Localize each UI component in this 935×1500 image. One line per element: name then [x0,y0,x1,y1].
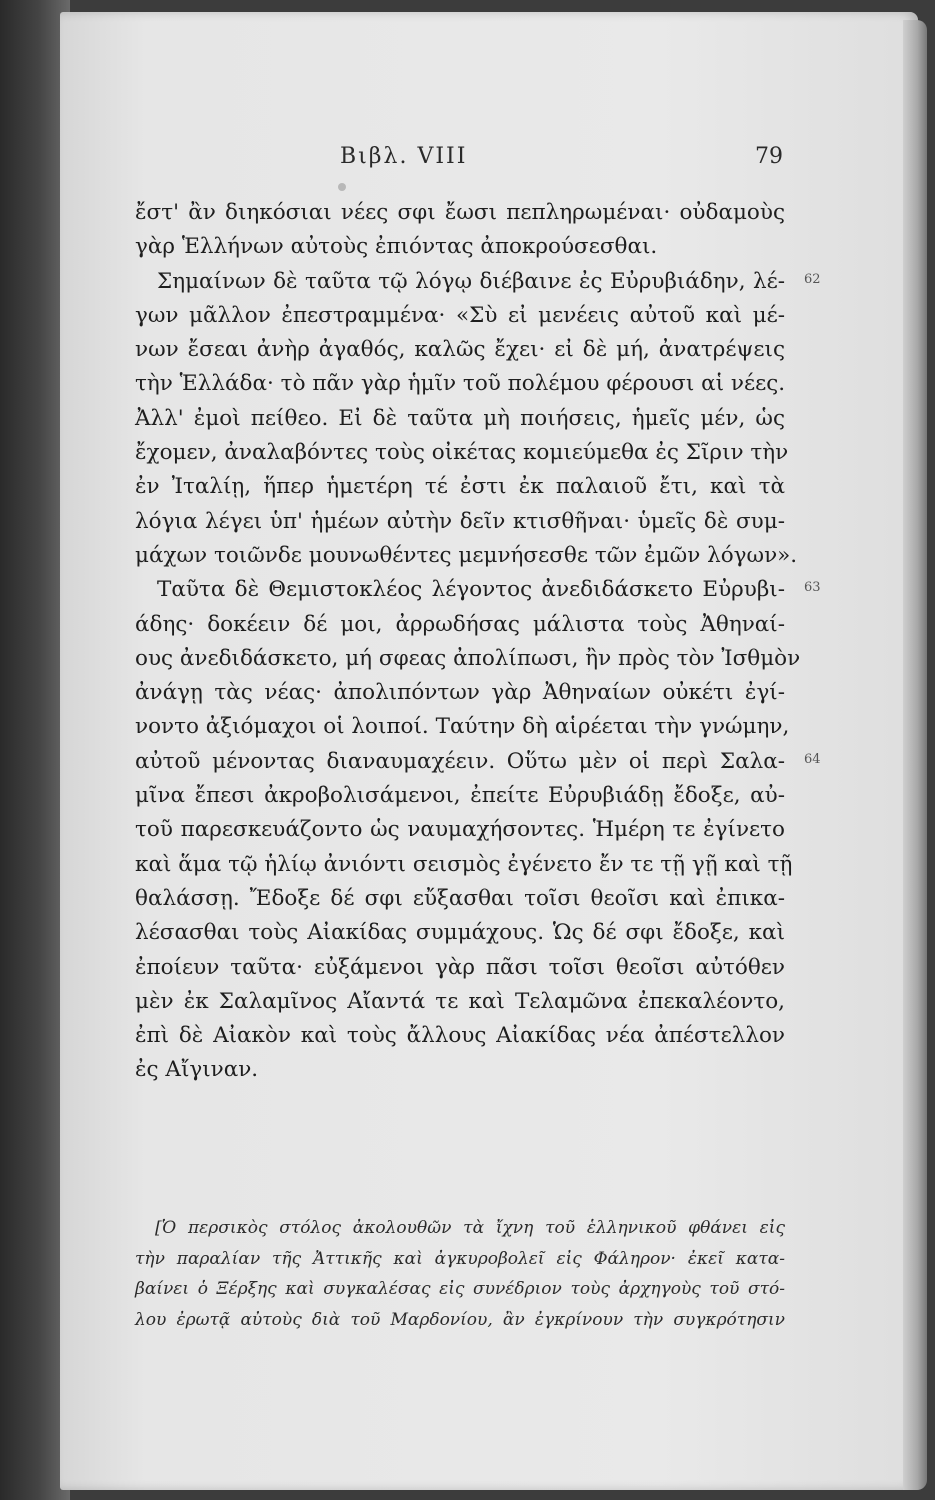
chapter-summary [135,1213,785,1335]
text-line [135,1019,785,1053]
body-text [135,196,821,1088]
text-line [135,299,785,333]
text-line [135,951,785,985]
text-line-content: νοντο ἀξιόμαχοι οἱ λοιποί. Ταύτην δὴ αἱρέεται τὴν γνώμην, [135,714,790,740]
text-line [135,745,821,779]
text-line [135,367,785,401]
text-line-content: ἔχομεν, ἀναλαβόντες τοὺς οἰκέτας κομιεύμεθα ἐς Σῖριν τὴν [135,440,789,466]
text-line-content: αὐτοῦ μένοντας διαναυμαχέειν. Οὕτω μὲν οἱ περὶ Σαλα- [135,748,785,774]
text-line-content: ους ἀνεδιδάσκετο, μή σφεας ἀπολίπωσι, ἢν πρὸς τὸν Ἰσθμὸν [135,645,801,671]
text-line [135,539,798,573]
text-line-content: λόγια λέγει ὑπ' ἡμέων αὐτὴν δεῖν κτισθῆναι· ὑμεῖς δὲ συμ- [135,508,785,534]
text-line [135,470,785,504]
text-line [135,505,785,539]
text-line [135,230,785,264]
text-line-content: νων ἔσεαι ἀνὴρ ἀγαθός, καλῶς ἔχει· εἰ δὲ μή, ἀνατρέψεις [135,337,785,363]
summary-line: τὴν παραλίαν τῆς Ἀττικῆς καὶ ἀγκυροβολεῖ εἰς Φάληρον· ἐκεῖ κατα- [135,1248,785,1269]
text-line [135,608,785,642]
text-line-content: μῖνα ἔπεσι ἀκροβολισάμενοι, ἐπείτε Εὐρυβιάδῃ ἔδοξε, αὐ- [135,783,785,809]
text-line-content: άδης· δοκέειν δέ μοι, ἀρρωδήσας μάλιστα τοὺς Ἀθηναί- [135,611,785,637]
text-line-content: καὶ ἅμα τῷ ἡλίῳ ἀνιόντι σεισμὸς ἐγένετο ἔν τε τῇ γῇ καὶ τῇ [135,851,793,877]
text-line [135,436,789,470]
text-line-content: ἐποίευν ταῦτα· εὐξάμενοι γὰρ πᾶσι τοῖσι θεοῖσι αὐτόθεν [135,954,785,980]
summary-line: βαίνει ὁ Ξέρξης καὶ συγκαλέσας εἰς συνέδριον τοὺς ἀρχηγοὺς τοῦ στό- [135,1279,785,1299]
text-line-content: θαλάσσῃ. Ἔδοξε δέ σφι εὔξασθαι τοῖσι θεοῖσι καὶ ἐπικα- [135,885,785,911]
text-line-content: μάχων τοιῶνδε μουνωθέντες μεμνήσεσθε τῶν ἐμῶν λόγων». [135,542,798,568]
text-line-content: τὴν Ἑλλάδα· τὸ πᾶν γὰρ ἡμῖν τοῦ πολέμου φέρουσι αἱ νέες. [135,371,786,397]
text-line-content: Σημαίνων δὲ ταῦτα τῷ λόγῳ διέβαινε ἐς Εὐρυβιάδην, λέ- [157,268,785,294]
text-line [135,402,785,436]
text-line-content: Ταῦτα δὲ Θεμιστοκλέος λέγοντος ἀνεδιδάσκετο Εὐρυβι- [157,577,785,603]
text-line [135,573,821,607]
text-line-content: ἐν Ἰταλίῃ, ἥπερ ἡμετέρη τέ ἐστι ἐκ παλαιοῦ ἔτι, καὶ τὰ [135,474,785,500]
text-line [135,882,785,916]
text-line [135,265,821,299]
text-line-content: ἐς Αἴγιναν. [135,1057,259,1083]
margin-chapter-number: 64 [804,751,821,767]
text-line [135,916,785,950]
page-edge [903,20,927,1490]
text-line [135,642,801,676]
page-header [0,144,935,174]
text-line [135,196,785,230]
page-number: 79 [755,144,783,169]
text-line [135,848,793,882]
text-line-content: γὰρ Ἑλλήνων αὐτοὺς ἐπιόντας ἀποκρούσεσθαι. [135,234,658,260]
margin-chapter-number: 62 [804,271,821,287]
summary-line: [Ὁ περσικὸς στόλος ἀκολουθῶν τὰ ἴχνη τοῦ ἑλληνικοῦ φθάνει εἰς [155,1218,785,1238]
text-line [135,710,790,744]
text-line-content: Ἀλλ' ἐμοὶ πείθεο. Εἰ δὲ ταῦτα μὴ ποιήσεις, ἡμεῖς μέν, ὡς [135,405,785,431]
text-line-content: ἔστ' ἂν διηκόσιαι νέες σφι ἔωσι πεπληρωμέναι· οὐδαμοὺς [135,200,785,225]
text-line [135,1053,785,1087]
text-line [135,813,785,847]
text-line-content: ἀνάγῃ τὰς νέας· ἀπολιπόντων γὰρ Ἀθηναίων οὐκέτι ἐγί- [135,680,785,706]
summary-line: λου ἐρωτᾷ αὐτοὺς διὰ τοῦ Μαρδονίου, ἂν ἐγκρίνουν τὴν συγκρότησιν [135,1309,785,1330]
text-line [135,779,785,813]
text-line [135,985,785,1019]
margin-chapter-number: 63 [804,580,821,596]
text-line [135,333,785,367]
text-line [135,676,785,710]
text-line-content: τοῦ παρεσκευάζοντο ὡς ναυμαχήσοντες. Ἡμέρη τε ἐγίνετο [135,817,785,843]
running-head: Βιβλ. VIII [340,144,468,169]
ink-dot [338,183,346,191]
text-line-content: ἐπὶ δὲ Αἰακὸν καὶ τοὺς ἄλλους Αἰακίδας νέα ἀπέστελλον [135,1023,785,1049]
text-line-content: γων μᾶλλον ἐπεστραμμένα· «Σὺ εἰ μενέεις αὐτοῦ καὶ μέ- [135,302,785,328]
text-line-content: λέσασθαι τοὺς Αἰακίδας συμμάχους. Ὡς δέ σφι ἔδοξε, καὶ [135,920,785,946]
text-line-content: μὲν ἐκ Σαλαμῖνος Αἴαντά τε καὶ Τελαμῶνα ἐπεκαλέοντο, [135,988,785,1014]
